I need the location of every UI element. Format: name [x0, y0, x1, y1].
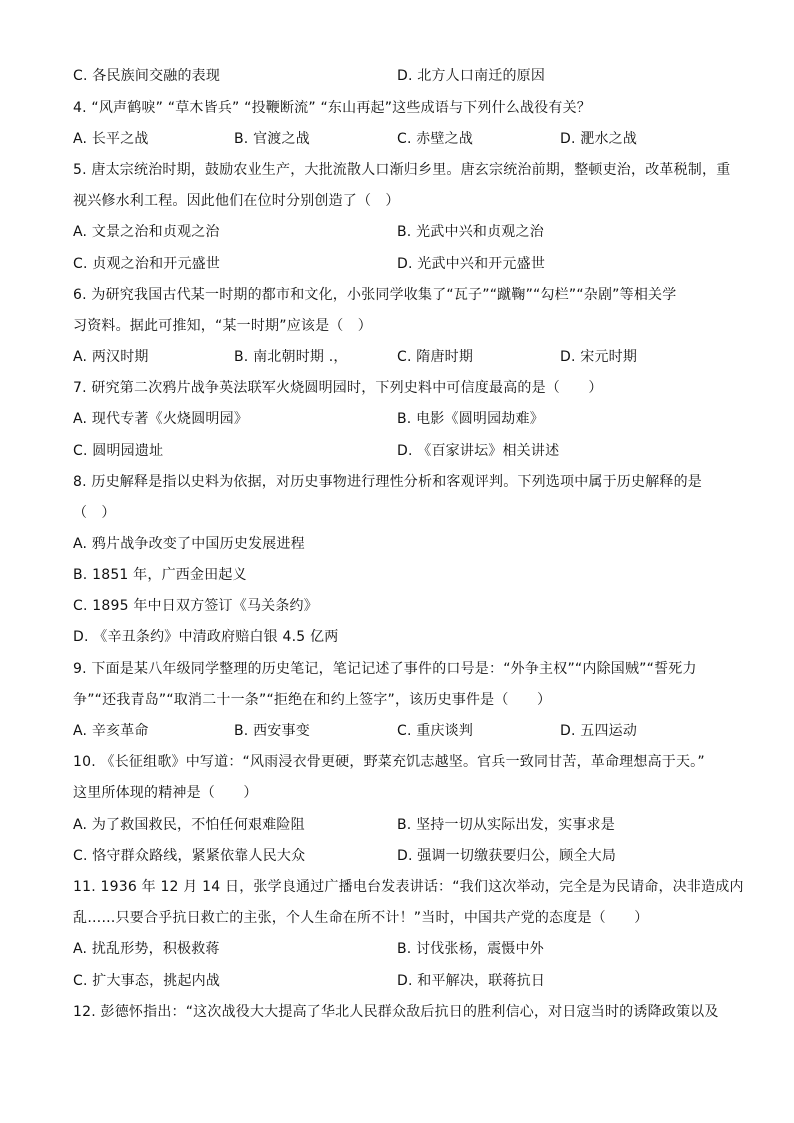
- q8-stem-line1: 8. 历史解释是指以史料为依据，对历史事物进行理性分析和客观评判。下列选项中属于历史解释的是: [73, 474, 703, 490]
- q5-option-d[interactable]: D. 光武中兴和开元盛世: [397, 256, 546, 272]
- q9-stem-line1: 9. 下面是某八年级同学整理的历史笔记，笔记记述了事件的口号是：“外争主权”“内除国贼”“誓死力: [73, 661, 697, 677]
- q9-stem-line2: 争”“还我青岛”“取消二十一条”“拒绝在和约上签字”，该历史事件是（ ）: [73, 692, 552, 708]
- q10-stem-line2: 这里所体现的精神是（ ）: [73, 785, 258, 801]
- q6-option-d[interactable]: D. 宋元时期: [560, 349, 638, 365]
- q11-option-d[interactable]: D. 和平解决，联蒋抗日: [397, 973, 546, 989]
- q10-option-a[interactable]: A. 为了救国救民，不怕任何艰难险阻: [73, 817, 305, 833]
- q9-option-c[interactable]: C. 重庆谈判: [397, 723, 474, 739]
- q12-stem-line1: 12. 彭德怀指出：“这次战役大大提高了华北人民群众敌后抗日的胜利信心，对日寇当时的诱降政策以及: [73, 1004, 719, 1020]
- q9-option-a[interactable]: A. 辛亥革命: [73, 723, 149, 739]
- q11-option-c[interactable]: C. 扩大事态，挑起内战: [73, 973, 221, 989]
- q4-stem: 4. “风声鹤唳” “草木皆兵” “投鞭断流” “东山再起”这些成语与下列什么战役有关？: [73, 100, 591, 116]
- q8-option-d[interactable]: D. 《辛丑条约》中清政府赔白银 4.5 亿两: [73, 629, 339, 645]
- q6-option-b[interactable]: B. 南北朝时期 .，: [234, 349, 348, 365]
- q10-option-d[interactable]: D. 强调一切缴获要归公，顾全大局: [397, 848, 617, 864]
- q4-option-a[interactable]: A. 长平之战: [73, 131, 149, 147]
- q11-stem-line1: 11. 1936 年 12 月 14 日，张学良通过广播电台发表讲话：“我们这次举动，完全是为民请命，决非造成内: [73, 879, 744, 895]
- q8-stem-line2: （ ）: [73, 505, 116, 521]
- q5-option-b[interactable]: B. 光武中兴和贞观之治: [397, 224, 544, 240]
- q5-stem-line2: 视兴修水利工程。因此他们在位时分别创造了（ ）: [73, 193, 400, 209]
- q11-option-b[interactable]: B. 讨伐张杨，震慑中外: [397, 941, 544, 957]
- q4-option-b[interactable]: B. 官渡之战: [234, 131, 310, 147]
- q5-stem-line1: 5. 唐太宗统治时期，鼓励农业生产，大批流散人口渐归乡里。唐玄宗统治前期，整顿吏治，改革税制，重: [73, 162, 731, 178]
- q3-option-d[interactable]: D. 北方人口南迁的原因: [397, 68, 546, 84]
- q11-option-a[interactable]: A. 扰乱形势，积极救蒋: [73, 941, 220, 957]
- q5-option-c[interactable]: C. 贞观之治和开元盛世: [73, 256, 221, 272]
- q8-option-c[interactable]: C. 1895 年中日双方签订《马关条约》: [73, 598, 318, 614]
- q7-option-c[interactable]: C. 圆明园遗址: [73, 443, 164, 459]
- q10-option-c[interactable]: C. 恪守群众路线，紧紧依靠人民大众: [73, 848, 306, 864]
- q4-option-d[interactable]: D. 淝水之战: [560, 131, 638, 147]
- q10-option-b[interactable]: B. 坚持一切从实际出发，实事求是: [397, 817, 615, 833]
- q6-option-a[interactable]: A. 两汉时期: [73, 349, 149, 365]
- q4-option-c[interactable]: C. 赤壁之战: [397, 131, 474, 147]
- q6-option-c[interactable]: C. 隋唐时期: [397, 349, 474, 365]
- q6-stem-line2: 习资料。据此可推知，“某一时期”应该是（ ）: [73, 318, 372, 334]
- q11-stem-line2: 乱……只要合乎抗日救亡的主张，个人生命在所不计！”当时，中国共产党的态度是（ ）: [73, 910, 649, 926]
- q10-stem-line1: 10. 《长征组歌》中写道：“风雨浸衣骨更硬，野菜充饥志越坚。官兵一致同甘苦，革命理想高于天。”: [73, 754, 705, 770]
- q7-stem: 7. 研究第二次鸦片战争英法联军火烧圆明园时，下列史料中可信度最高的是（ ）: [73, 380, 603, 396]
- q8-option-a[interactable]: A. 鸦片战争改变了中国历史发展进程: [73, 536, 305, 552]
- q8-option-b[interactable]: B. 1851 年，广西金田起义: [73, 567, 247, 583]
- q9-option-b[interactable]: B. 西安事变: [234, 723, 310, 739]
- q7-option-b[interactable]: B. 电影《圆明园劫难》: [397, 411, 544, 427]
- q7-option-a[interactable]: A. 现代专著《火烧圆明园》: [73, 411, 249, 427]
- q3-option-c[interactable]: C. 各民族间交融的表现: [73, 68, 221, 84]
- q7-option-d[interactable]: D. 《百家讲坛》相关讲述: [397, 443, 560, 459]
- q5-option-a[interactable]: A. 文景之治和贞观之治: [73, 224, 220, 240]
- q6-stem-line1: 6. 为研究我国古代某一时期的都市和文化，小张同学收集了“瓦子”“蹴鞠”“勾栏”“杂剧”等相关学: [73, 287, 677, 303]
- q9-option-d[interactable]: D. 五四运动: [560, 723, 638, 739]
